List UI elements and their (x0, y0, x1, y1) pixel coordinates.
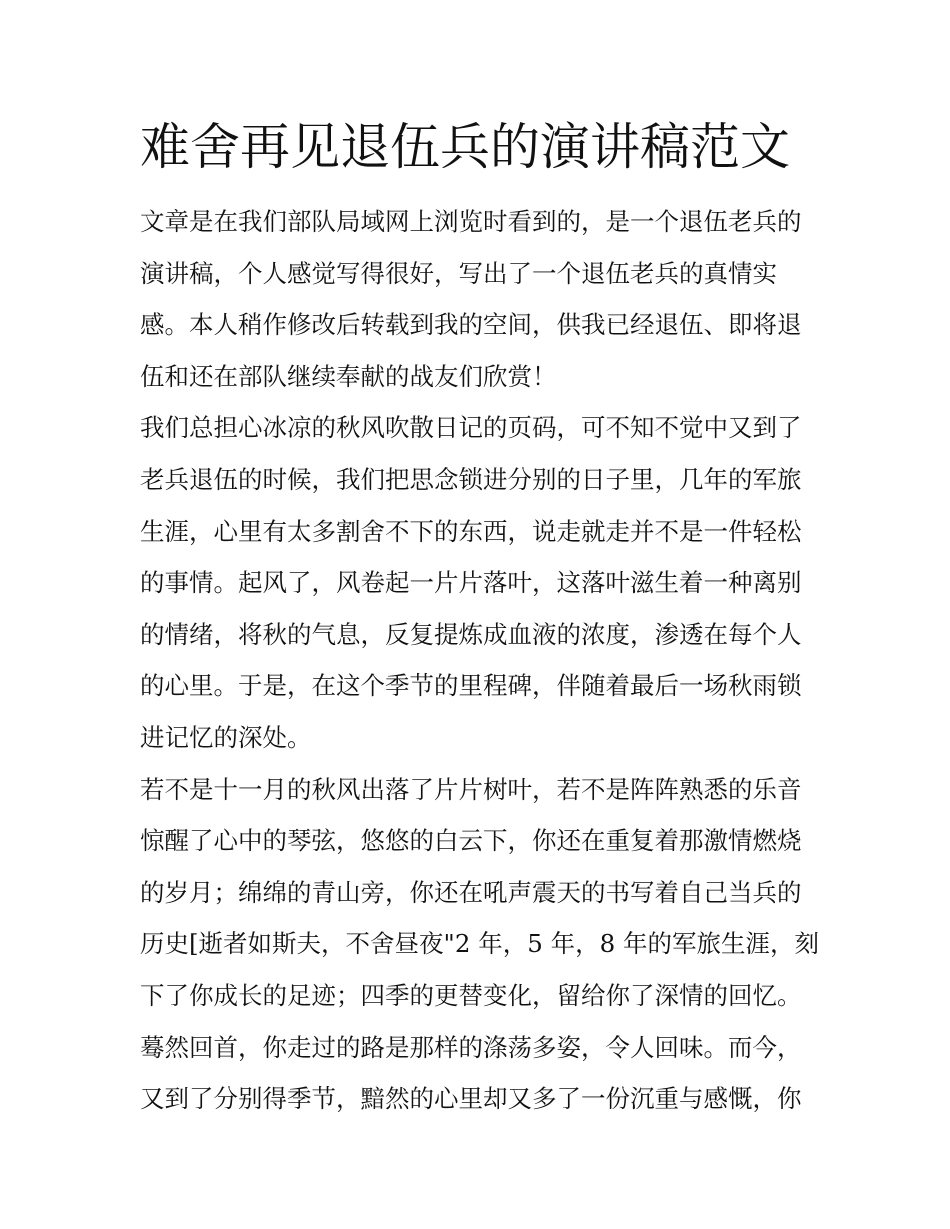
text-line: 文章是在我们部队局域网上浏览时看到的，是一个退伍老兵的 (140, 207, 802, 236)
text-line: 演讲稿，个人感觉写得很好，写出了一个退伍老兵的真情实 (140, 258, 777, 288)
text-line: 又到了分别得季节，黯然的心里却又多了一份沉重与感慨，你 (140, 1084, 802, 1114)
text-line: 感。本人稍作修改后转载到我的空间，供我已经退伍、即将退 (140, 310, 802, 340)
text-line: 下了你成长的足迹；四季的更替变化，留给你了深情的回忆。 (140, 980, 802, 1010)
text-line: 的岁月；绵绵的青山旁，你还在吼声震天的书写着自己当兵的 (140, 877, 802, 907)
text-line: 我们总担心冰凉的秋风吹散日记的页码，可不知不觉中又到了 (140, 413, 802, 443)
text-line: 蓦然回首，你走过的路是那样的涤荡多姿，令人回味。而今， (140, 1032, 802, 1062)
text-line: 历史[逝者如斯夫，不舍昼夜"2 年，5 年，8 年的军旅生涯，刻 (140, 929, 819, 959)
text-line: 生涯，心里有太多割舍不下的东西，说走就走并不是一件轻松 (140, 516, 802, 546)
document-body (140, 196, 820, 1125)
document-title: 难舍再见退伍兵的演讲稿范文 (140, 118, 790, 176)
text-line: 老兵退伍的时候，我们把思念锁进分别的日子里，几年的军旅 (140, 464, 802, 494)
text-line: 的情绪，将秋的气息，反复提炼成血液的浓度，渗透在每个人 (140, 619, 802, 649)
text-line: 惊醒了心中的琴弦，悠悠的白云下，你还在重复着那激情燃烧 (140, 826, 802, 856)
text-line: 的事情。起风了，风卷起一片片落叶，这落叶滋生着一种离别 (140, 568, 802, 598)
text-line: 进记忆的深处。 (140, 722, 312, 752)
text-line: 的心里。于是，在这个季节的里程碑，伴随着最后一场秋雨锁 (140, 671, 802, 701)
text-line: 伍和还在部队继续奉献的战友们欣赏！ (140, 361, 557, 391)
text-line: 若不是十一月的秋风出落了片片树叶，若不是阵阵熟悉的乐音 (140, 774, 802, 804)
